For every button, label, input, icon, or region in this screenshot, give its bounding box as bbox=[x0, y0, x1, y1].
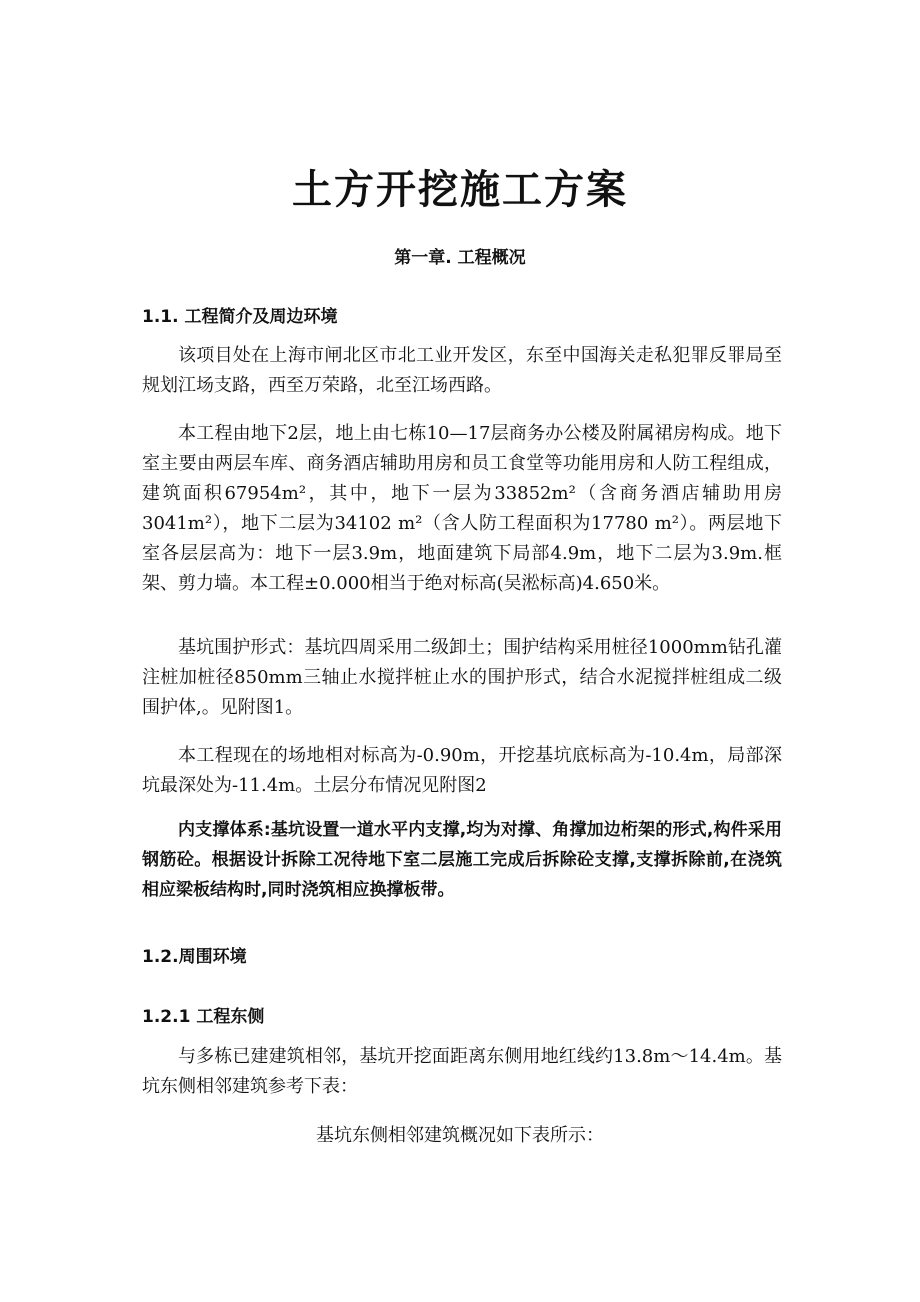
document-title: 土方开挖施工方案 bbox=[292, 167, 628, 213]
paragraph-location: 该项目处在上海市闸北区市北工业开发区，东至中国海关走私犯罪反罪局至规划江场支路，西至万荣路，北至江场西路。 bbox=[142, 345, 782, 396]
paragraph-project-overview: 本工程由地下2层，地上由七栋10—17层商务办公楼及附属裙房构成。地下室主要由两层车库、商务酒店辅助用房和员工食堂等功能用房和人防工程组成，建筑面积67954m²，其中，地下一层为33852m²（含商务酒店辅助用房3041m²），地下二层为34102 m²（含人防工程面积为17780 m²）。两层地下室各层层高为：地下一层3.9m，地面建筑下局部4.9m，地下二层为3.9m.框架、剪力墙。本工程±0.000相当于绝对标高(吴淞标高)4.650米。 bbox=[142, 423, 782, 594]
section-heading-1-2-1: 1.2.1 工程东侧 bbox=[142, 1007, 265, 1027]
paragraph-elevation: 本工程现在的场地相对标高为-0.90m，开挖基坑底标高为-10.4m，局部深坑最深处为-11.4m。土层分布情况见附图2 bbox=[142, 745, 782, 796]
section-heading-1-2: 1.2.周围环境 bbox=[142, 947, 247, 967]
chapter-heading: 第一章. 工程概况 bbox=[394, 248, 526, 268]
section-heading-1-1: 1.1. 工程简介及周边环境 bbox=[142, 307, 338, 327]
table-caption: 基坑东侧相邻建筑概况如下表所示： bbox=[316, 1125, 604, 1146]
paragraph-internal-support: 内支撑体系:基坑设置一道水平内支撑,均为对撑、角撑加边桁架的形式,构件采用钢筋砼。根据设计拆除工况待地下室二层施工完成后拆除砼支撑,支撑拆除前,在浇筑相应梁板结构时,同时浇筑相应换撑板带。 bbox=[142, 820, 782, 900]
paragraph-east-side: 与多栋已建建筑相邻，基坑开挖面距离东侧用地红线约13.8m～14.4m。基坑东侧相邻建筑参考下表： bbox=[142, 1046, 782, 1097]
paragraph-retaining-structure: 基坑围护形式：基坑四周采用二级卸土；围护结构采用桩径1000mm钻孔灌注桩加桩径850mm三轴止水搅拌桩止水的围护形式，结合水泥搅拌桩组成二级围护体,。见附图1。 bbox=[142, 637, 782, 718]
